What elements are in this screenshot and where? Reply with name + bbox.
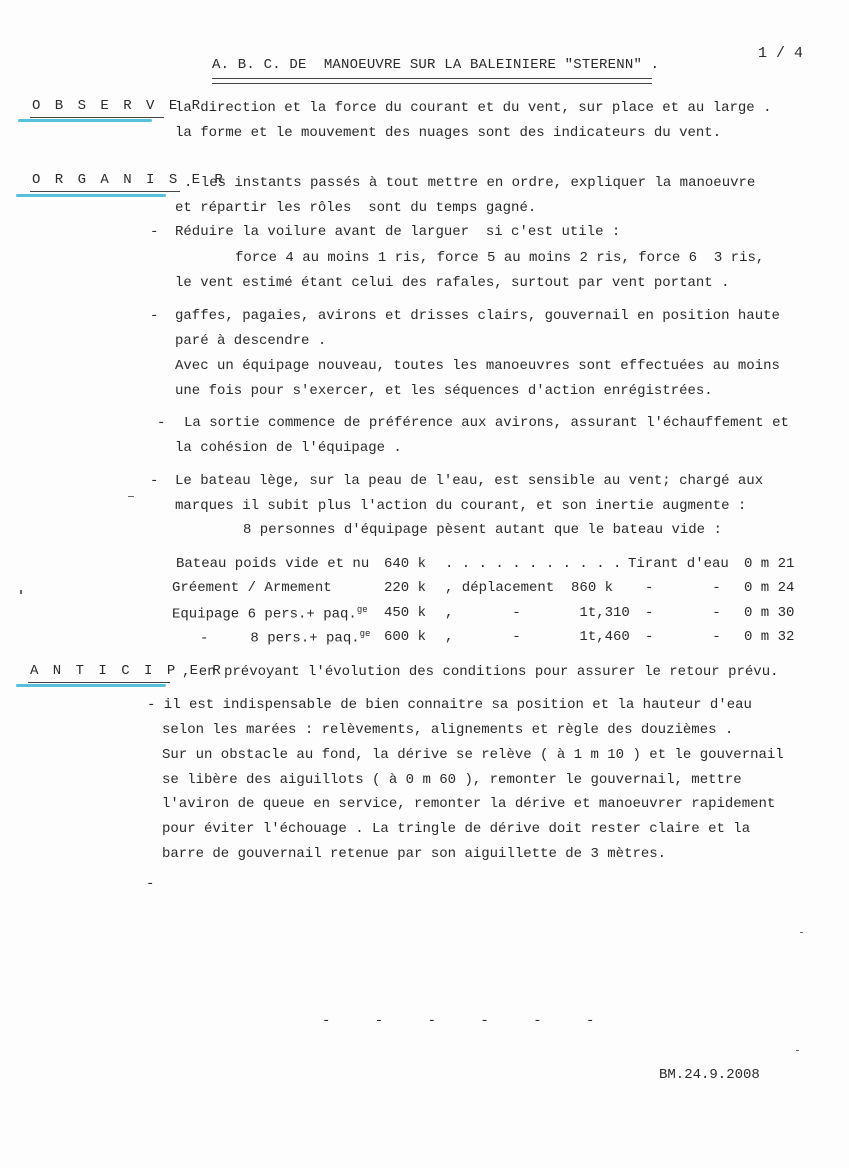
observer-highlight bbox=[18, 119, 152, 122]
organiser-highlight bbox=[16, 194, 166, 197]
scan-mark bbox=[20, 590, 22, 594]
table-cell-right: Tirant d'eau bbox=[628, 556, 729, 572]
table-cell-right: - - bbox=[645, 605, 721, 621]
label-superscript: ge bbox=[356, 605, 368, 615]
document-title: A. B. C. DE MANOEUVRE SUR LA BALEINIERE "STERENN" . bbox=[212, 57, 660, 73]
table-cell-weight: 600 k bbox=[384, 629, 427, 645]
organiser-underline bbox=[30, 191, 180, 192]
list-item-line: le vent estimé étant celui des rafales, surtout par vent portant . bbox=[175, 275, 730, 291]
list-item-line: force 4 au moins 1 ris, force 5 au moins 2 ris, force 6 3 ris, bbox=[235, 250, 765, 266]
anticiper-line: pour éviter l'échouage . La tringle de dérive doit rester claire et la bbox=[162, 821, 751, 837]
anticiper-line: barre de gouvernail retenue par son aiguillette de 3 mètres. bbox=[162, 846, 667, 862]
observer-line-2: la forme et le mouvement des nuages sont des indicateurs du vent. bbox=[175, 125, 722, 141]
table-cell-right: - - bbox=[645, 580, 721, 596]
table-cell-draft: 0 m 32 bbox=[744, 629, 795, 645]
table-cell-label: Gréement / Armement bbox=[172, 580, 332, 596]
list-item-line: marques il subit plus l'action du courant, et son inertie augmente : bbox=[175, 498, 747, 514]
table-cell-right: - - bbox=[645, 629, 721, 645]
anticiper-highlight bbox=[16, 684, 166, 687]
page-number: 1 / 4 bbox=[758, 45, 804, 62]
organiser-intro-line-2: et répartir les rôles sont du temps gagné. bbox=[175, 200, 537, 216]
list-item-dash: - bbox=[150, 224, 159, 240]
separator-dashes: - - - - - - bbox=[322, 1013, 613, 1029]
scan-mark bbox=[128, 496, 134, 497]
section-heading-organiser: O R G A N I S E R bbox=[32, 172, 226, 188]
anticiper-line: selon les marées : relèvements, alignements et règle des douzièmes . bbox=[162, 722, 734, 738]
list-item-line: La sortie commence de préférence aux avirons, assurant l'échauffement et bbox=[184, 415, 789, 431]
table-cell-label bbox=[172, 606, 368, 622]
section-heading-anticiper: A N T I C I P E R bbox=[30, 663, 224, 679]
table-cell-weight: 220 k bbox=[384, 580, 427, 596]
anticiper-line: Sur un obstacle au fond, la dérive se relève ( à 1 m 10 ) et le gouvernail bbox=[162, 747, 784, 763]
table-cell-label: Bateau poids vide et nu bbox=[176, 556, 370, 572]
list-item-line: 8 personnes d'équipage pèsent autant que le bateau vide : bbox=[243, 522, 722, 538]
list-item-line: Réduire la voilure avant de larguer si c'est utile : bbox=[175, 224, 621, 240]
label-superscript: ge bbox=[359, 629, 371, 639]
table-cell-middle: . . . . . . . . . . . bbox=[445, 556, 622, 572]
title-double-rule bbox=[212, 78, 652, 84]
anticiper-intro: , en prévoyant l'évolution des conditions pour assurer le retour prévu. bbox=[182, 664, 779, 680]
anticiper-underline bbox=[28, 682, 170, 683]
table-cell-middle: , - 1t,310 bbox=[445, 605, 630, 621]
list-item-dash: - bbox=[150, 308, 159, 324]
anticiper-line: se libère des aiguillots ( à 0 m 60 ), remonter le gouvernail, mettre bbox=[162, 772, 742, 788]
observer-underline bbox=[30, 117, 164, 118]
scan-mark bbox=[800, 932, 803, 933]
list-item-line: Avec un équipage nouveau, toutes les manoeuvres sont effectuées au moins bbox=[175, 358, 780, 374]
label-text: - 8 pers.+ paq. bbox=[200, 630, 360, 647]
list-item-line: Le bateau lège, sur la peau de l'eau, est sensible au vent; chargé aux bbox=[175, 473, 764, 489]
signature-date: BM.24.9.2008 bbox=[659, 1067, 760, 1083]
trailing-dash: - bbox=[146, 876, 155, 892]
table-cell-middle: , déplacement 860 k bbox=[445, 580, 614, 596]
table-cell-draft: 0 m 24 bbox=[744, 580, 795, 596]
table-cell-draft: 0 m 30 bbox=[744, 605, 795, 621]
observer-line-1: la direction et la force du courant et du vent, sur place et au large . bbox=[175, 100, 772, 116]
anticiper-line: - il est indispensable de bien connaitre sa position et la hauteur d'eau bbox=[147, 697, 752, 713]
table-cell-middle: , - 1t,460 bbox=[445, 629, 630, 645]
table-cell-weight: 450 k bbox=[384, 605, 427, 621]
table-cell-label bbox=[200, 630, 370, 646]
list-item-line: gaffes, pagaies, avirons et drisses clairs, gouvernail en position haute bbox=[175, 308, 780, 324]
scan-mark bbox=[796, 1050, 799, 1051]
table-cell-draft: 0 m 21 bbox=[744, 556, 795, 572]
list-item-line: paré à descendre . bbox=[175, 333, 327, 349]
list-item-line: une fois pour s'exercer, et les séquences d'action enrégistrées. bbox=[175, 383, 713, 399]
section-heading-observer: O B S E R V E R bbox=[32, 98, 204, 114]
anticiper-line: l'aviron de queue en service, remonter la dérive et manoeuvrer rapidement bbox=[162, 796, 776, 812]
list-item-line: la cohésion de l'équipage . bbox=[175, 440, 402, 456]
list-item-dash: - bbox=[157, 415, 166, 431]
list-item-dash: - bbox=[150, 473, 159, 489]
label-text: Equipage 6 pers.+ paq. bbox=[172, 606, 357, 623]
organiser-intro-line-1: . les instants passés à tout mettre en ordre, expliquer la manoeuvre bbox=[184, 175, 756, 191]
table-cell-weight: 640 k bbox=[384, 556, 427, 572]
